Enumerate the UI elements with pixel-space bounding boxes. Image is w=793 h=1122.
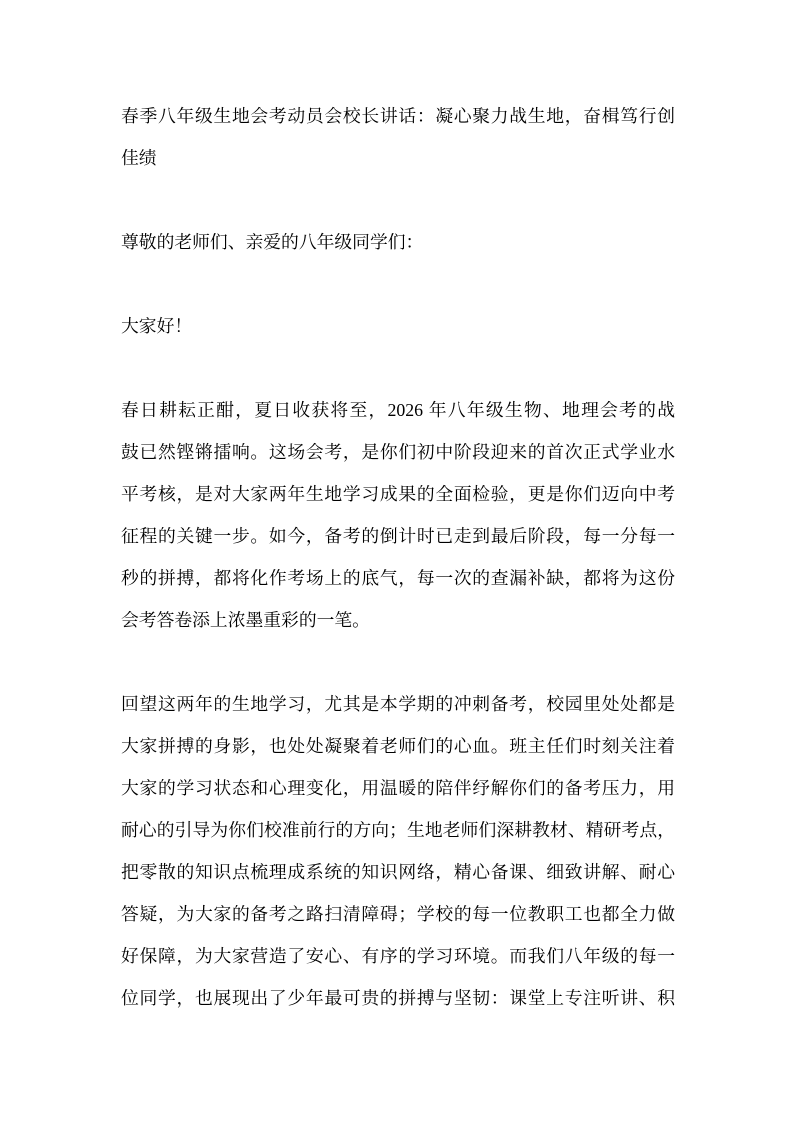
greeting-paragraph xyxy=(121,305,675,347)
greeting-line: 大家好！ xyxy=(121,316,193,336)
body-line: 鼓已然铿锵擂响。这场会考，是你们初中阶段迎来的首次正式学业水 xyxy=(121,442,675,462)
body-line: 大家拼搏的身影，也处处凝聚着老师们的心血。班主任们时刻关注着 xyxy=(121,736,675,756)
salutation-line: 尊敬的老师们、亲爱的八年级同学们： xyxy=(121,232,424,252)
body-line: 答疑，为大家的备考之路扫清障碍；学校的每一位教职工也都全力做 xyxy=(121,904,675,924)
body-line: 秒的拼搏，都将化作考场上的底气，每一次的查漏补缺，都将为这份 xyxy=(121,568,675,588)
body-line: 会考答卷添上浓墨重彩的一笔。 xyxy=(121,610,370,630)
body-line: 把零散的知识点梳理成系统的知识网络，精心备课、细致讲解、耐心 xyxy=(121,862,675,882)
body-paragraph-2 xyxy=(121,683,675,1019)
body-line: 耐心的引导为你们校准前行的方向；生地老师们深耕教材、精研考点， xyxy=(121,820,675,840)
body-paragraph-1 xyxy=(121,389,675,641)
body-line: 回望这两年的生地学习，尤其是本学期的冲刺备考，校园里处处都是 xyxy=(121,694,675,714)
body-line: 位同学，也展现出了少年最可贵的拼搏与坚韧：课堂上专注听讲、积 xyxy=(121,988,675,1008)
document-title xyxy=(121,95,675,179)
body-line: 春日耕耘正酣，夏日收获将至，2026 年八年级生物、地理会考的战 xyxy=(121,400,675,420)
body-line: 征程的关键一步。如今，备考的倒计时已走到最后阶段，每一分每一 xyxy=(121,526,675,546)
salutation-paragraph xyxy=(121,221,675,263)
document-content xyxy=(121,95,675,1061)
title-line-2: 佳绩 xyxy=(121,148,157,168)
body-line: 好保障，为大家营造了安心、有序的学习环境。而我们八年级的每一 xyxy=(121,946,675,966)
title-line-1: 春季八年级生地会考动员会校长讲话：凝心聚力战生地，奋楫笃行创 xyxy=(121,106,675,126)
body-line: 平考核，是对大家两年生地学习成果的全面检验，更是你们迈向中考 xyxy=(121,484,675,504)
body-line: 大家的学习状态和心理变化，用温暖的陪伴纾解你们的备考压力，用 xyxy=(121,778,675,798)
